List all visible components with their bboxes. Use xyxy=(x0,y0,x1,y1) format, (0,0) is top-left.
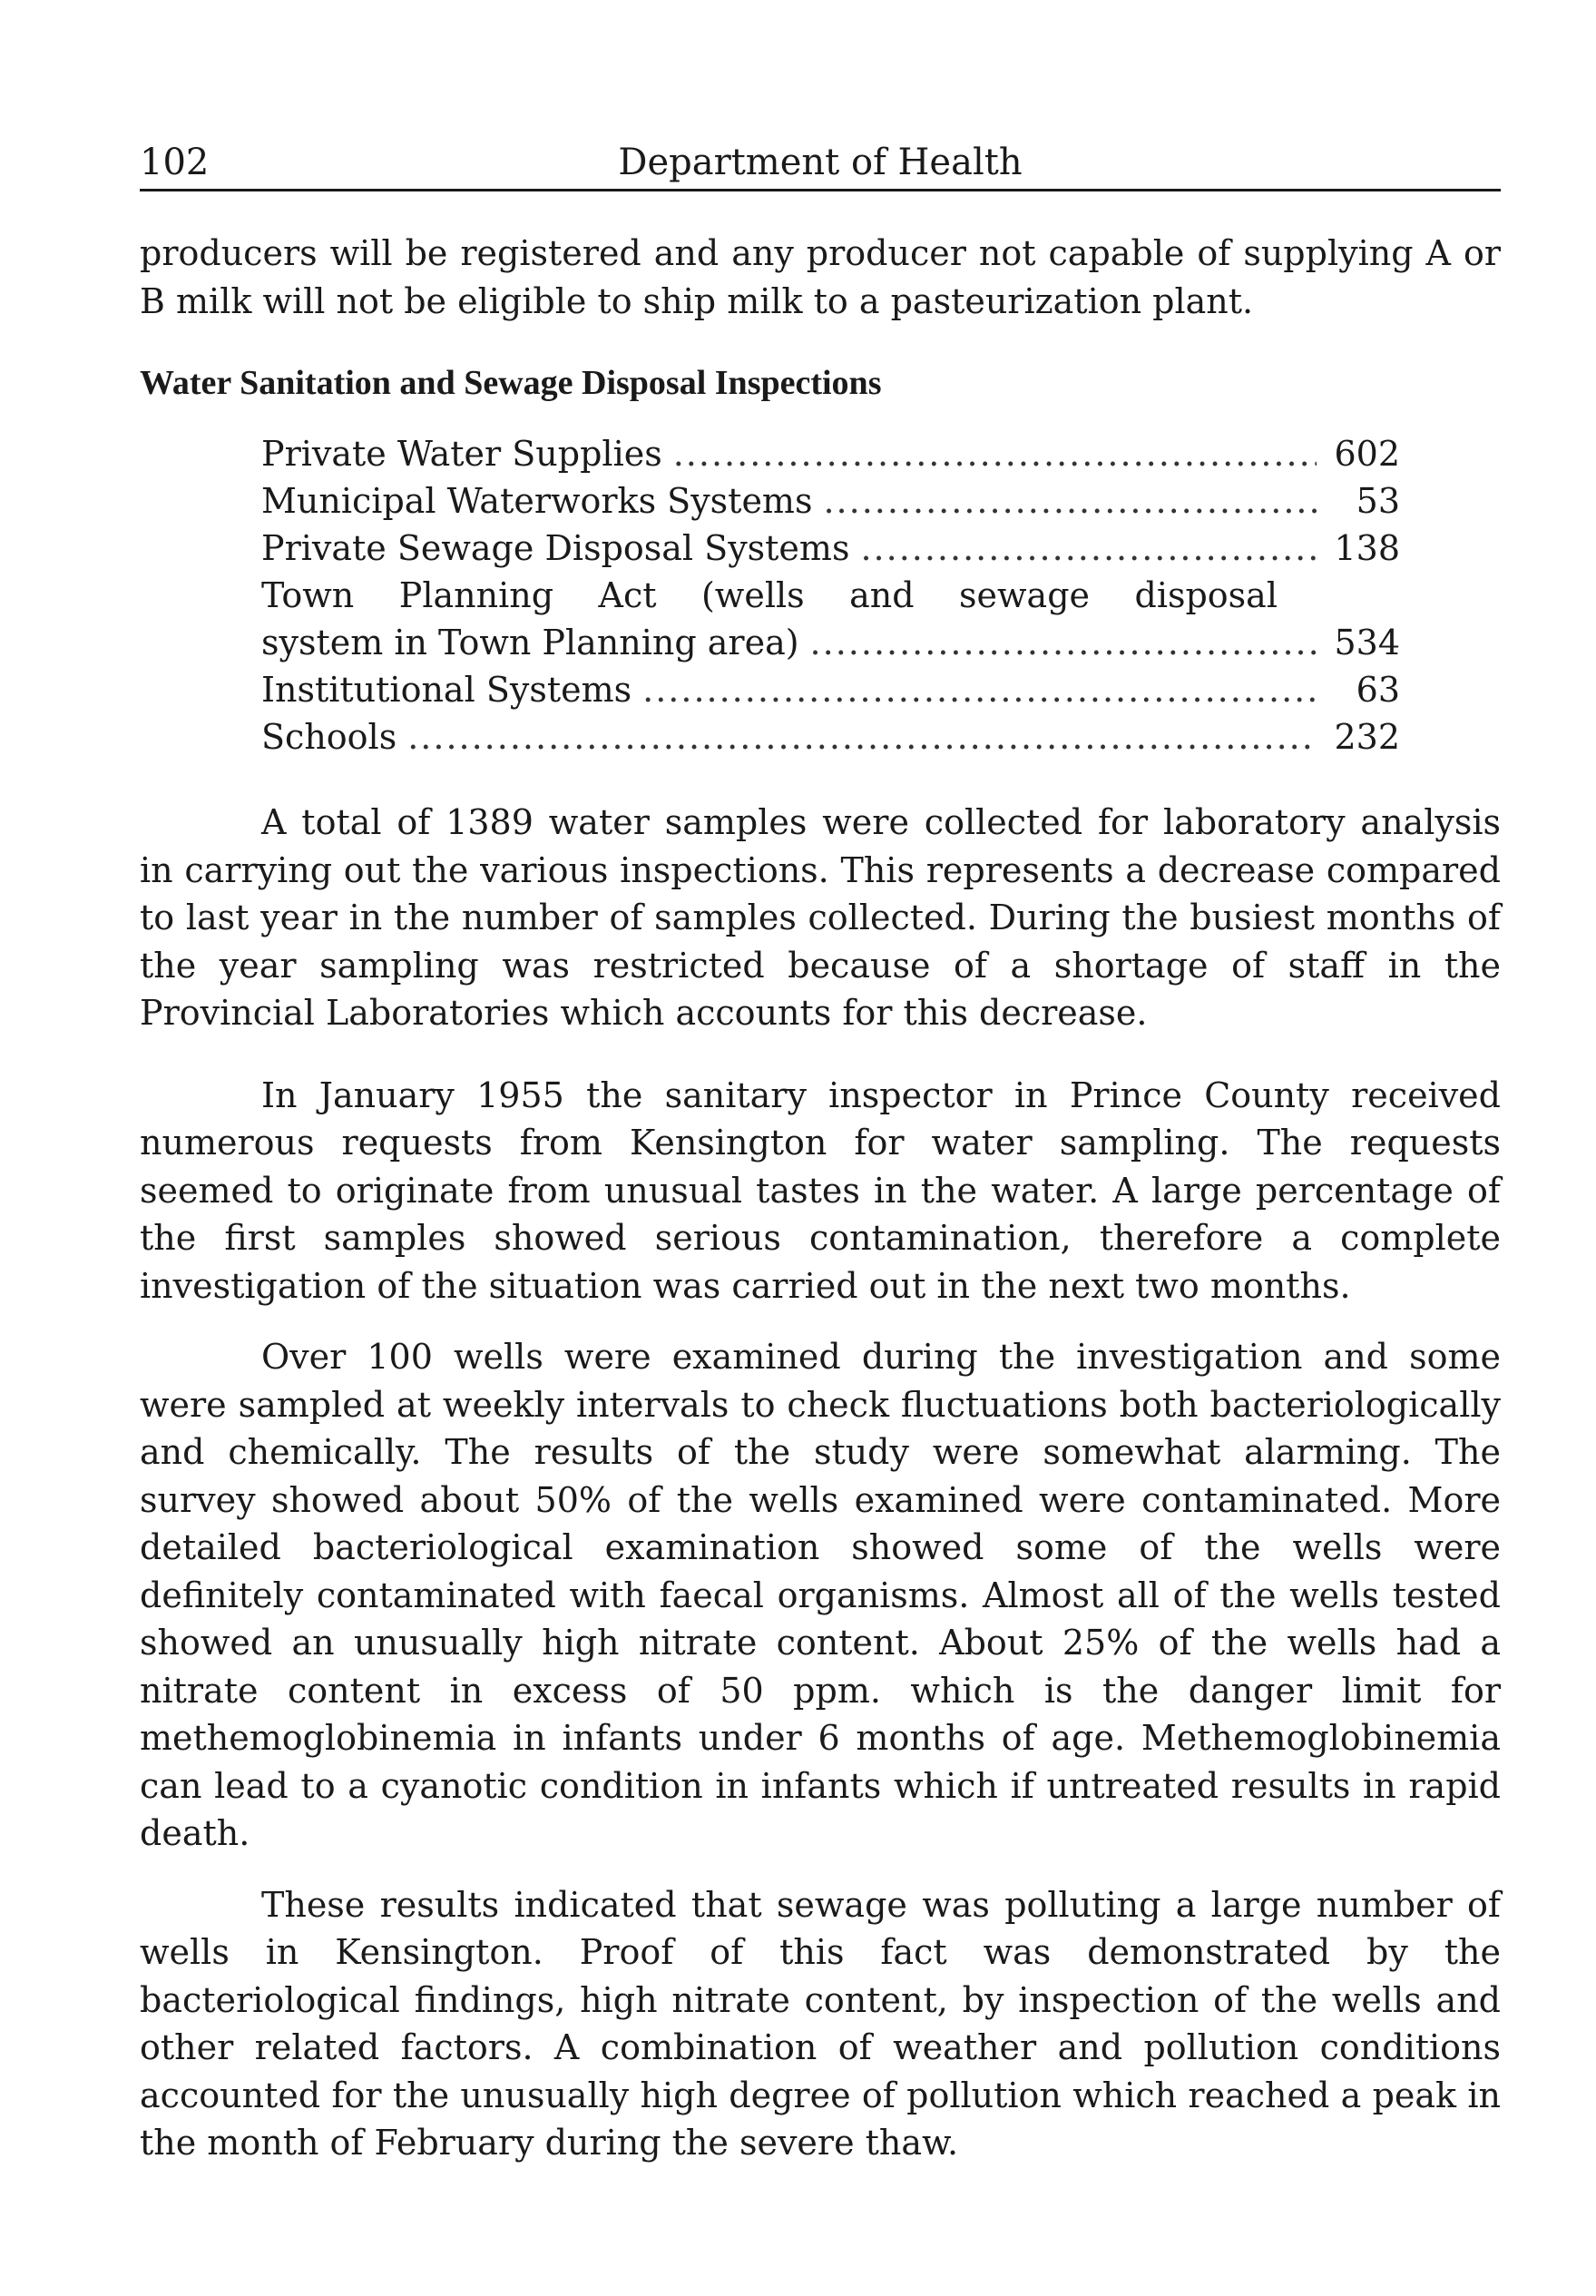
stat-value: 138 xyxy=(1334,528,1400,568)
document-page xyxy=(140,136,1501,2167)
stat-value: 232 xyxy=(1334,717,1400,757)
stat-label: Town Planning Act (wells and sewage disposal xyxy=(261,575,1278,615)
stat-value: 534 xyxy=(1334,623,1400,662)
section-heading: Water Sanitation and Sewage Disposal Inspections xyxy=(140,364,882,402)
leader-dots xyxy=(673,430,1317,477)
stat-label-continued: system in Town Planning area) xyxy=(261,623,799,662)
stat-label: Schools xyxy=(261,717,397,757)
page-header xyxy=(140,136,1501,191)
running-title: Department of Health xyxy=(618,142,1023,183)
leader-dots xyxy=(860,525,1317,572)
stat-value: 53 xyxy=(1356,481,1400,521)
stat-value: 63 xyxy=(1356,670,1400,710)
stat-label: Institutional Systems xyxy=(261,670,632,710)
paragraph-wells: Over 100 wells were examined during the investigation and some were sampled at weekly intervals to check fluctuations both bacteriologically and chemically. The results of the study were somewhat alarming. The survey showed about 50% of the wells examined were contaminated. More detailed bacteriological examination showed some of the wells were definitely contaminated with faecal organisms. Almost all of the wells tested showed an unusually high nitrate content. About 25% of the wells had a nitrate content in excess of 50 ppm. which is the danger limit for methemoglobinemia in infants under 6 months of age. Methemoglobinemia can lead to a cyanotic condition in infants which if untreated results in rapid death. xyxy=(140,1337,1501,1853)
inspection-stats-list xyxy=(261,430,1400,760)
paragraph-results: These results indicated that sewage was polluting a large number of wells in Kensington. Proof of this fact was demonstrated by the bacteriological findings, high nitrate content, by inspection of the wells and other related factors. A combination of weather and pollution conditions accounted for the unusually high degree of pollution which reached a peak in the month of February during the severe thaw. xyxy=(140,1884,1501,2163)
stat-row xyxy=(261,713,1400,760)
stat-row xyxy=(261,572,1400,619)
leader-dots xyxy=(407,713,1317,760)
stat-label: Municipal Waterworks Systems xyxy=(261,481,813,521)
stat-row xyxy=(261,619,1400,666)
leader-dots xyxy=(642,666,1317,713)
stat-row xyxy=(261,666,1400,713)
stat-row xyxy=(261,477,1400,525)
stat-label: Private Sewage Disposal Systems xyxy=(261,528,850,568)
stat-label: Private Water Supplies xyxy=(261,434,662,474)
page-number: 102 xyxy=(140,142,210,183)
stat-row xyxy=(261,430,1400,477)
leader-dots xyxy=(810,619,1317,666)
stat-row xyxy=(261,525,1400,572)
paragraph-intro: producers will be registered and any producer not capable of supplying A or B milk will not be eligible to ship milk to a pasteurization plant. xyxy=(140,233,1501,321)
paragraph-january: In January 1955 the sanitary inspector in Prince County received numerous requests from Kensington for water sampling. The requests seemed to originate from unusual tastes in the water. A large percentage of the first samples showed serious contamination, therefore a complete investigation of the situation was carried out in the next two months. xyxy=(140,1074,1501,1306)
leader-dots xyxy=(823,477,1317,525)
stat-value: 602 xyxy=(1334,434,1400,474)
paragraph-samples: A total of 1389 water samples were collected for laboratory analysis in carrying out the various inspections. This represents a decrease compared to last year in the number of samples collected. During the busiest months of the year sampling was restricted because of a shortage of staff in the Provincial Laboratories which accounts for this decrease. xyxy=(140,802,1501,1033)
